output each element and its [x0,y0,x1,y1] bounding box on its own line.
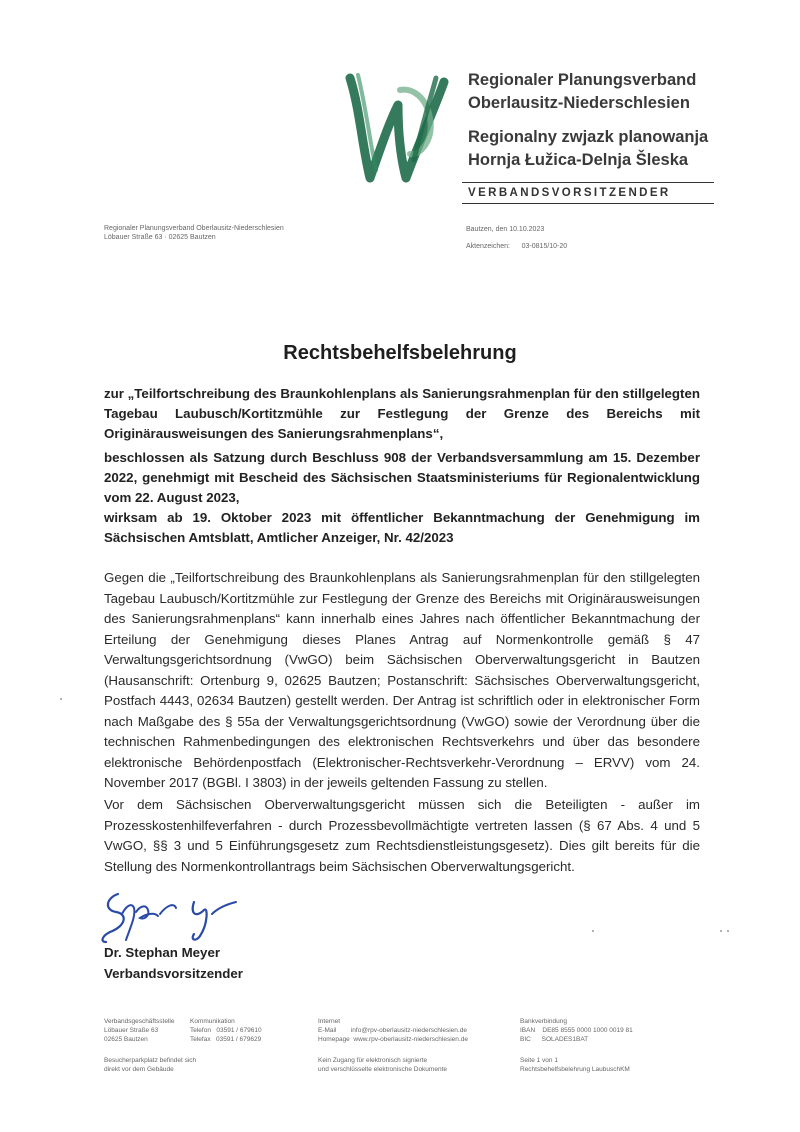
letterhead-position: VERBANDSVORSITZENDER [468,187,671,199]
org-name-german-line2: Oberlausitz-Niederschlesien [468,94,690,112]
representation-paragraph: Vor dem Sächsischen Oberverwaltungsgericht müssen sich die Beteiligten - außer im Prozesskostenhilfeverfahren - durch Prozessbevollmächtigte vertreten lassen (§ 67 Abs. 4 und 5 VwGO, §§ 3 und 5 Einführungsgesetz zum Rechtsdienstleistungsgesetz). Dies gilt bereits für die Stellung des Normenkontrollantrags beim Sächsischen Oberverwaltungsgericht. [104,797,700,874]
scan-speck [60,698,62,700]
sender-address-line1: Regionaler Planungsverband Oberlausitz-Niederschlesien [104,225,284,232]
reference-line: Aktenzeichen: 03-0815/10-20 [466,243,568,250]
footer-contact: Kommunikation Telefon 03591 / 679610 Telefax 03591 / 679629 [190,1018,262,1043]
footer-internet: Internet E-Mail info@rpv-oberlausitz-niederschlesien.de Homepage www.rpv-oberlausitz-niederschlesien.de [318,1018,468,1043]
signer-name: Dr. Stephan Meyer [104,945,221,960]
org-name-sorbian-line2: Hornja Łužica-Delnja Šleska [468,151,689,169]
footer-signature-note: Kein Zugang für elektronisch signierte und verschlüsselte elektronische Dokumente [318,1057,447,1073]
footer-page-note: Seite 1 von 1 Rechtsbehelfsbelehrung LaubuschKM [520,1057,630,1073]
effective-block: wirksam ab 19. Oktober 2023 mit öffentlicher Bekanntmachung der Genehmigung im Sächsischen Amtsblatt, Amtlicher Anzeiger, Nr. 42/2023 [104,510,700,545]
letterhead-divider-bottom [462,203,714,204]
document-title: Rechtsbehelfsbelehrung [283,342,517,364]
sender-address-line2: Löbauer Straße 63 · 02625 Bautzen [104,234,216,241]
date-line: Bautzen, den 10.10.2023 [466,226,545,233]
subject-block: zur „Teilfortschreibung des Braunkohlenplans als Sanierungsrahmenplan für den stillgelegten Tagebau Laubusch/Kortitzmühle zur Festlegung der Grenze des Bereichs mit Originärausweisungen des Sanierungsrahmenplans“, [104,386,701,441]
letterhead-divider-top [462,182,714,183]
footer-parking-note: Besucherparkplatz befindet sich direkt vor dem Gebäude [104,1057,197,1073]
scan-speck [727,930,729,932]
association-logo [340,70,450,185]
handwritten-signature [96,884,256,946]
scan-speck [592,930,594,932]
resolution-block: beschlossen als Satzung durch Beschluss 908 der Verbandsversammlung am 15. Dezember 2022, genehmigt mit Bescheid des Sächsischen Staatsministeriums für Regionalentwicklung vom 22. August 2023, [104,450,700,505]
footer-bank: Bankverbindung IBAN DE85 8555 0000 1000 0019 81 BIC SOLADES1BAT [520,1018,633,1043]
scan-speck [720,930,722,932]
signer-role: Verbandsvorsitzender [104,966,243,981]
footer-address: Verbandsgeschäftsstelle Löbauer Straße 63 02625 Bautzen [104,1018,175,1043]
org-name-german-line1: Regionaler Planungsverband [468,71,697,89]
legal-remedy-paragraph: Gegen die „Teilfortschreibung des Braunkohlenplans als Sanierungsrahmenplan für den stillgelegten Tagebau Laubusch/Kortitzmühle zur Festlegung der Grenze des Bereichs mit Originärausweisungen des Sanierungsrahmenplans“ kann innerhalb eines Jahres nach öffentlicher Bekanntmachung der Erteilung der Genehmigung dieses Planes Antrag auf Normenkontrolle gemäß § 47 Verwaltungsgerichtsordnung (VwGO) beim Sächsischen Oberverwaltungsgericht in Bautzen (Hausanschrift: Ortenburg 9, 02625 Bautzen; Postanschrift: Sächsisches Oberverwaltungsgericht, Postfach 4443, 02634 Bautzen) gestellt werden. Der Antrag ist schriftlich oder in elektronischer Form nach Maßgabe des § 55a der Verwaltungsgerichtsordnung (VwGO) sowie der Verordnung über die technischen Rahmenbedingungen des elektronischen Rechtsverkehrs und über das besondere elektronische Behördenpostfach (Elektronischer-Rechtsverkehr-Verordnung – ERVV) vom 24. November 2017 (BGBl. I 3803) in der jeweils geltenden Fassung zu stellen. [104,570,700,790]
org-name-sorbian-line1: Regionalny zwjazk planowanja [468,128,709,146]
